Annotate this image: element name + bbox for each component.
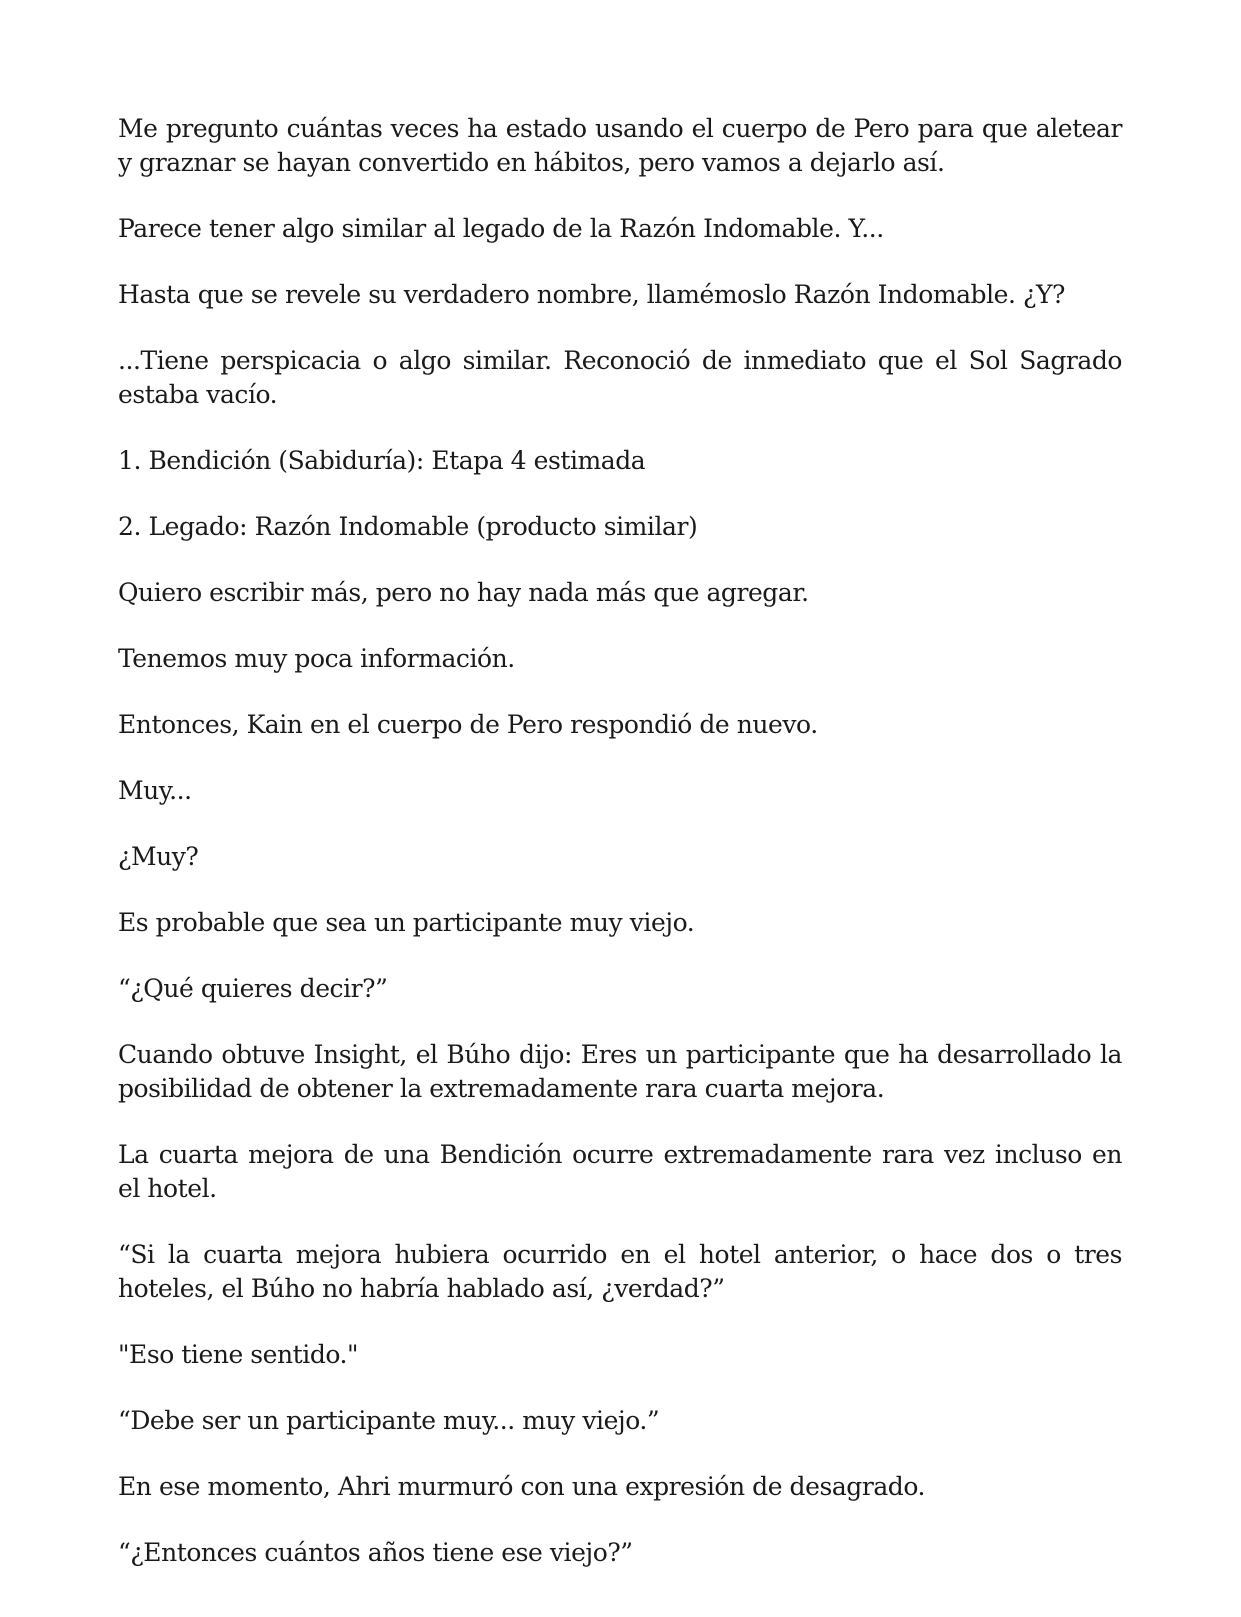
dialogue-line: “Debe ser un participante muy... muy viejo.” (118, 1406, 660, 1435)
dialogue-line: “¿Qué quieres decir?” (118, 974, 388, 1003)
paragraph: En ese momento, Ahri murmuró con una expresión de desagrado. (118, 1472, 925, 1501)
paragraph: Quiero escribir más, pero no hay nada más que agregar. (118, 578, 809, 607)
paragraph: Tenemos muy poca información. (118, 644, 515, 673)
dialogue-line: “¿Entonces cuántos años tiene ese viejo?” (118, 1538, 633, 1567)
list-item: 1. Bendición (Sabiduría): Etapa 4 estimada (118, 446, 646, 475)
body-text (118, 112, 1122, 1602)
paragraph: Cuando obtuve Insight, el Búho dijo: Eres un participante que ha desarrollado la posibilidad de obtener la extremadamente rara cuarta mejora. (118, 1040, 1122, 1103)
paragraph: Es probable que sea un participante muy viejo. (118, 908, 695, 937)
paragraph: ¿Muy? (118, 842, 199, 871)
list-item: 2. Legado: Razón Indomable (producto similar) (118, 512, 698, 541)
paragraph: La cuarta mejora de una Bendición ocurre extremadamente rara vez incluso en el hotel. (118, 1140, 1122, 1203)
paragraph: Parece tener algo similar al legado de la Razón Indomable. Y... (118, 214, 884, 243)
dialogue-line: “Si la cuarta mejora hubiera ocurrido en el hotel anterior, o hace dos o tres hoteles, el Búho no habría hablado así, ¿verdad?” (118, 1240, 1122, 1303)
paragraph: Muy... (118, 776, 192, 805)
paragraph: Entonces, Kain en el cuerpo de Pero respondió de nuevo. (118, 710, 818, 739)
paragraph: Me pregunto cuántas veces ha estado usando el cuerpo de Pero para que aletear y graznar se hayan convertido en hábitos, pero vamos a dejarlo así. (118, 114, 1122, 177)
paragraph: ...Tiene perspicacia o algo similar. Reconoció de inmediato que el Sol Sagrado estaba vacío. (118, 346, 1122, 409)
paragraph: Hasta que se revele su verdadero nombre, llamémoslo Razón Indomable. ¿Y? (118, 280, 1065, 309)
dialogue-line: "Eso tiene sentido." (118, 1340, 359, 1369)
